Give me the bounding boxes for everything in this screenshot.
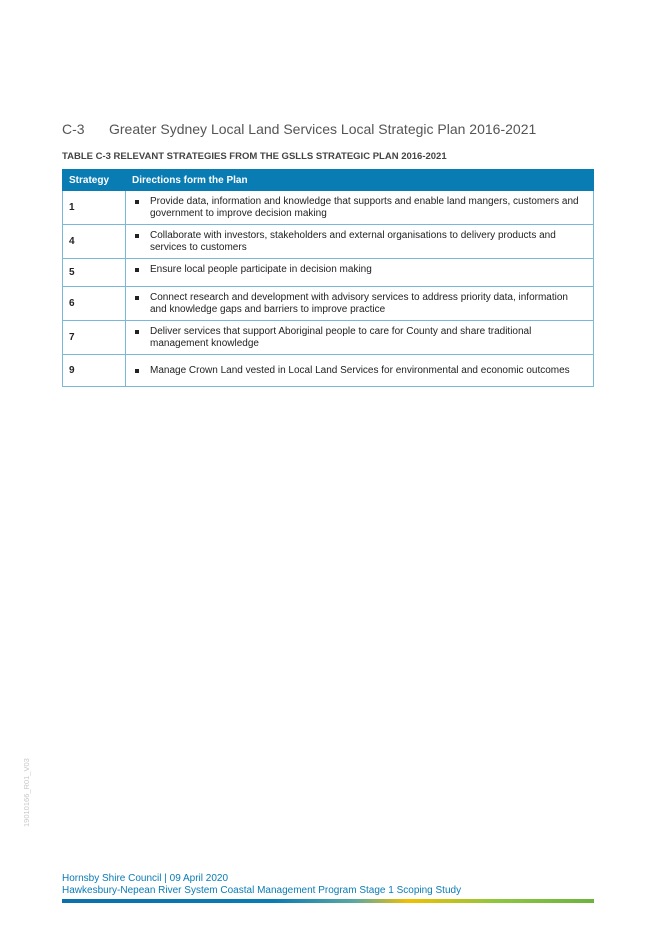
direction-text: Provide data, information and knowledge that supports and enable land mangers, customers and government to improve decision making xyxy=(150,196,579,219)
table-row xyxy=(63,225,594,259)
bullet-icon xyxy=(135,296,139,300)
direction-cell xyxy=(126,225,594,259)
bullet-icon xyxy=(135,200,139,204)
header-directions: Directions form the Plan xyxy=(126,170,594,191)
table-row xyxy=(63,259,594,287)
strategy-number: 5 xyxy=(63,259,126,287)
direction-cell xyxy=(126,321,594,355)
direction-cell xyxy=(126,355,594,387)
table-row xyxy=(63,287,594,321)
section-title: Greater Sydney Local Land Services Local Strategic Plan 2016-2021 xyxy=(109,121,537,137)
table-row xyxy=(63,355,594,387)
strategy-number: 1 xyxy=(63,191,126,225)
table-header-row xyxy=(63,170,594,191)
footer-project-title: Hawkesbury-Nepean River System Coastal Management Program Stage 1 Scoping Study xyxy=(62,885,462,896)
direction-cell xyxy=(126,287,594,321)
page-footer xyxy=(62,873,461,897)
footer-color-bar xyxy=(62,899,594,903)
strategy-number: 9 xyxy=(63,355,126,387)
table-row xyxy=(63,191,594,225)
section-heading xyxy=(62,121,536,137)
bullet-icon xyxy=(135,330,139,334)
bullet-icon xyxy=(135,234,139,238)
strategy-number: 6 xyxy=(63,287,126,321)
direction-text: Connect research and development with advisory services to address priority data, information and knowledge gaps and barriers to improve practice xyxy=(150,292,568,315)
direction-cell xyxy=(126,259,594,287)
document-code: 19010166_R01_V03 xyxy=(22,758,31,827)
strategy-number: 4 xyxy=(63,225,126,259)
direction-text: Collaborate with investors, stakeholders and external organisations to delivery products and services to customers xyxy=(150,230,556,253)
section-number: C-3 xyxy=(62,121,85,137)
direction-text: Manage Crown Land vested in Local Land Services for environmental and economic outcomes xyxy=(150,365,570,376)
strategies-table xyxy=(62,169,594,387)
header-strategy: Strategy xyxy=(63,170,126,191)
direction-text: Ensure local people participate in decision making xyxy=(150,264,372,275)
bullet-icon xyxy=(135,268,139,272)
strategy-number: 7 xyxy=(63,321,126,355)
table-caption: TABLE C-3 RELEVANT STRATEGIES FROM THE GSLLS STRATEGIC PLAN 2016-2021 xyxy=(62,151,447,162)
direction-text: Deliver services that support Aboriginal people to care for County and share traditional management knowledge xyxy=(150,326,532,349)
footer-client-date: Hornsby Shire Council | 09 April 2020 xyxy=(62,873,229,884)
direction-cell xyxy=(126,191,594,225)
table-row xyxy=(63,321,594,355)
bullet-icon xyxy=(135,369,139,373)
